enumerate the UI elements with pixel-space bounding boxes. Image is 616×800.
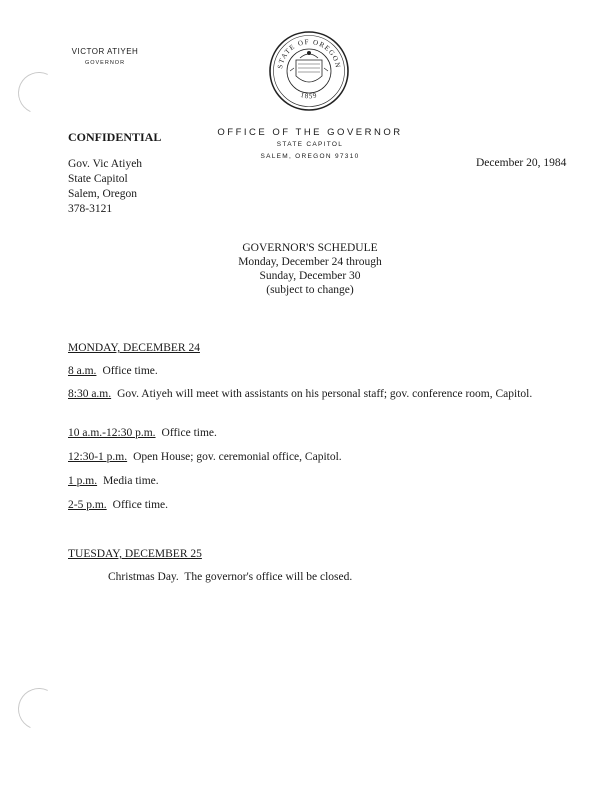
schedule-entry xyxy=(68,474,568,489)
office-header xyxy=(180,127,440,163)
day-heading-tuesday: TUESDAY, DECEMBER 25 xyxy=(68,548,202,560)
entry-text: Open House; gov. ceremonial office, Capitol. xyxy=(133,451,342,463)
governor-title: GOVERNOR xyxy=(84,60,126,66)
schedule-range-start: Monday, December 24 through xyxy=(238,256,382,268)
oregon-state-seal xyxy=(268,30,350,112)
entry-time: 8:30 a.m. xyxy=(68,388,112,400)
schedule-entry xyxy=(68,364,568,379)
seal-top-text: STATE OF OREGON xyxy=(276,37,342,70)
office-line: SALEM, OREGON 97310 xyxy=(260,153,360,160)
entry-text: Office time. xyxy=(102,365,158,377)
schedule-entry xyxy=(68,450,568,465)
schedule-entry xyxy=(68,387,568,402)
address-line: Salem, Oregon xyxy=(68,188,137,200)
office-line: OFFICE OF THE GOVERNOR xyxy=(217,127,403,138)
seal-year: 1859 xyxy=(299,90,319,101)
entry-time: 10 a.m.-12:30 p.m. xyxy=(68,427,156,439)
entry-time: 1 p.m. xyxy=(68,475,98,487)
entry-text: Gov. Atiyeh will meet with assistants on his personal staff; gov. conference room, Capitol. xyxy=(117,388,533,400)
address-line: 378-3121 xyxy=(68,203,113,215)
svg-text:1859 xyxy=(300,91,319,100)
entry-time: 8 a.m. xyxy=(68,365,97,377)
schedule-range-end: Sunday, December 30 xyxy=(259,270,361,282)
day-heading-monday: MONDAY, DECEMBER 24 xyxy=(68,342,200,354)
binder-hole-bottom xyxy=(12,682,66,736)
schedule-entry xyxy=(68,498,568,513)
entry-time: 12:30-1 p.m. xyxy=(68,451,128,463)
address-block xyxy=(68,157,142,217)
binder-hole-top xyxy=(12,66,66,120)
entry-text: Media time. xyxy=(103,475,159,487)
address-line: State Capitol xyxy=(68,173,128,185)
day-note: Christmas Day. The governor's office will be closed. xyxy=(108,571,353,583)
schedule-title: GOVERNOR'S SCHEDULE xyxy=(242,242,378,254)
schedule-entry xyxy=(68,426,568,441)
schedule-header xyxy=(160,241,460,297)
schedule-note: (subject to change) xyxy=(266,284,354,296)
office-line: STATE CAPITOL xyxy=(276,141,344,148)
address-line: Gov. Vic Atiyeh xyxy=(68,158,143,170)
letter-date: December 20, 1984 xyxy=(476,157,567,169)
entry-text: Office time. xyxy=(112,499,169,511)
entry-time: 2-5 p.m. xyxy=(68,499,107,511)
governor-name: VICTOR ATIYEH xyxy=(71,47,139,56)
confidential-label: CONFIDENTIAL xyxy=(68,130,162,144)
entry-text: Office time. xyxy=(161,427,217,439)
